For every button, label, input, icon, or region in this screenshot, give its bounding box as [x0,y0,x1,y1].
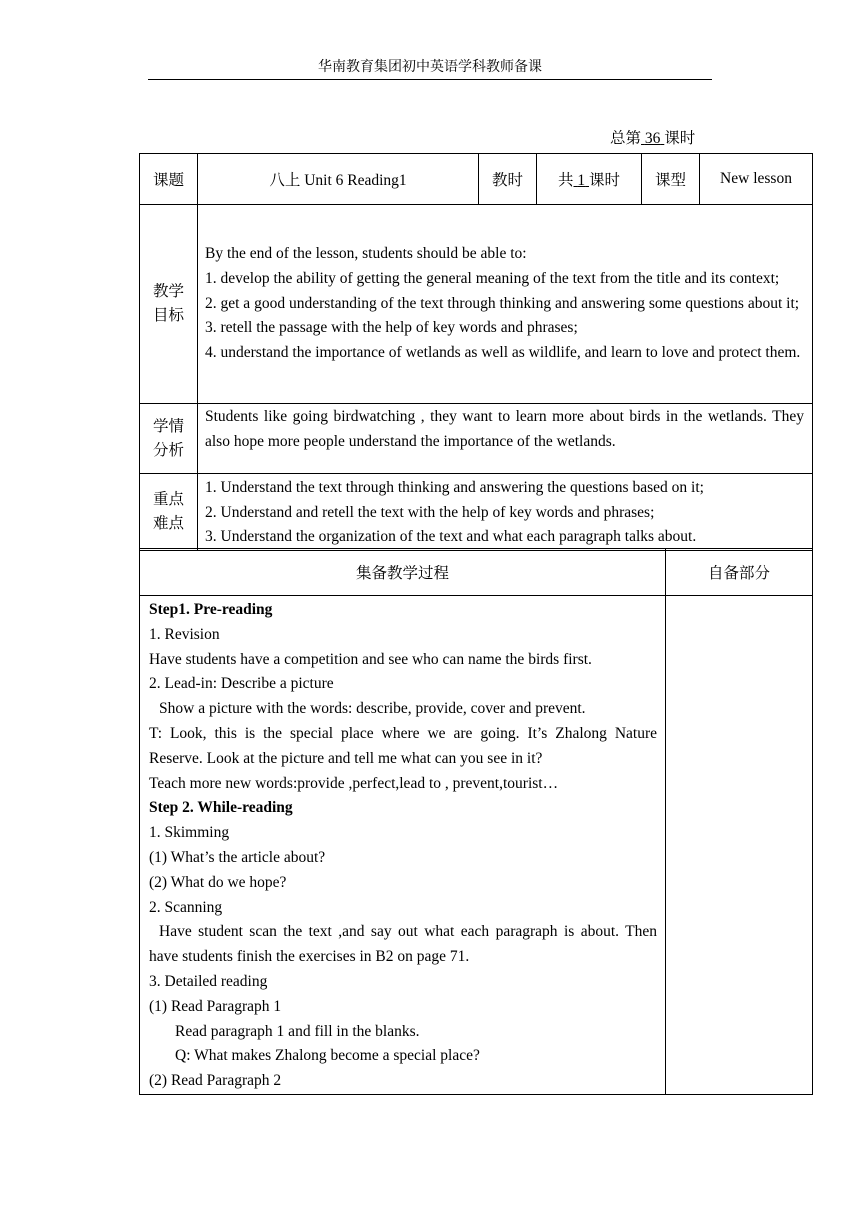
lesson-info-table [139,153,813,551]
skimming-question: (1) What’s the article about? [149,848,326,866]
type-value: New lesson [700,154,813,205]
new-words-text: Teach more new words:provide ,perfect,lead to , prevent,tourist… [149,774,559,792]
objective-item: 1. develop the ability of getting the general meaning of the text from the title and its context; [205,269,780,287]
key-points-row [140,474,813,551]
info-row [140,154,813,205]
period-label: 教时 [479,154,537,205]
total-suffix: 课时 [664,130,696,147]
key-points-content [198,474,813,551]
objectives-content [198,205,813,404]
key-point-item: 2. Understand and retell the text with the help of key words and phrases; [205,503,655,521]
scanning-title: 2. Scanning [149,898,223,916]
topic-label: 课题 [140,154,198,205]
objective-item: 4. understand the importance of wetlands as well as wildlife, and learn to love and protect them. [205,344,801,362]
process-header-row [140,549,813,596]
revision-text: Have students have a competition and see who can name the birds first. [149,650,592,668]
para1-title: (1) Read Paragraph 1 [149,997,282,1015]
total-lesson-count [610,129,695,149]
skimming-question: (2) What do we hope? [149,873,287,891]
total-value: 36 [644,130,661,147]
step2-title: Step 2. While-reading [149,799,293,817]
analysis-row [140,404,813,474]
key-point-item: 1. Understand the text through thinking and answering the questions based on it; [205,479,704,496]
analysis-content [198,404,813,474]
objective-item: 2. get a good understanding of the text through thinking and answering some questions about it; [205,294,800,312]
period-value-cell: 共 1 课时 [537,154,642,205]
process-table [139,548,813,1095]
objectives-row [140,205,813,404]
analysis-label: 学情 分析 [140,404,198,474]
key-point-item: 3. Understand the organization of the text and what each paragraph talks about. [205,528,697,546]
para1-task: Read paragraph 1 and fill in the blanks. [175,1022,420,1040]
objectives-label: 教学 目标 [140,205,198,404]
header-divider [148,79,712,80]
process-col-header: 集备教学过程 [140,549,666,596]
topic-value: 八上 Unit 6 Reading1 [198,154,479,205]
revision-title: 1. Revision [149,625,220,643]
total-prefix: 总第 [610,130,642,147]
type-label: 课型 [642,154,700,205]
skimming-title: 1. Skimming [149,824,230,842]
key-points-label: 重点 难点 [140,474,198,551]
step1-title: Step1. Pre-reading [149,601,273,618]
self-prep-col-header: 自备部分 [666,549,813,596]
process-content [140,596,666,1095]
objectives-intro: By the end of the lesson, students should be able to: [205,245,527,263]
leadin-text: Show a picture with the words: describe, provide, cover and prevent. [159,700,586,718]
analysis-text: Students like going birdwatching , they want to learn more about birds in the wetlands. They also hope more people understand the importance of the wetlands. [205,408,804,450]
para1-question: Q: What makes Zhalong become a special place? [175,1047,480,1065]
document-header-title: 华南教育集团初中英语学科教师备课 [318,60,542,75]
process-body-row [140,596,813,1095]
self-prep-cell [666,596,813,1095]
para2-title: (2) Read Paragraph 2 [149,1072,282,1090]
leadin-title: 2. Lead-in: Describe a picture [149,675,334,693]
objective-item: 3. retell the passage with the help of key words and phrases; [205,319,578,337]
scanning-text: Have student scan the text ,and say out what each paragraph is about. Then have students finish the exercises in B2 on page 71. [149,923,657,966]
detailed-title: 3. Detailed reading [149,972,268,990]
leadin-dialogue: T: Look, this is the special place where we are going. It’s Zhalong Nature Reserve. Look at the picture and tell me what can you see in it? [149,724,657,767]
